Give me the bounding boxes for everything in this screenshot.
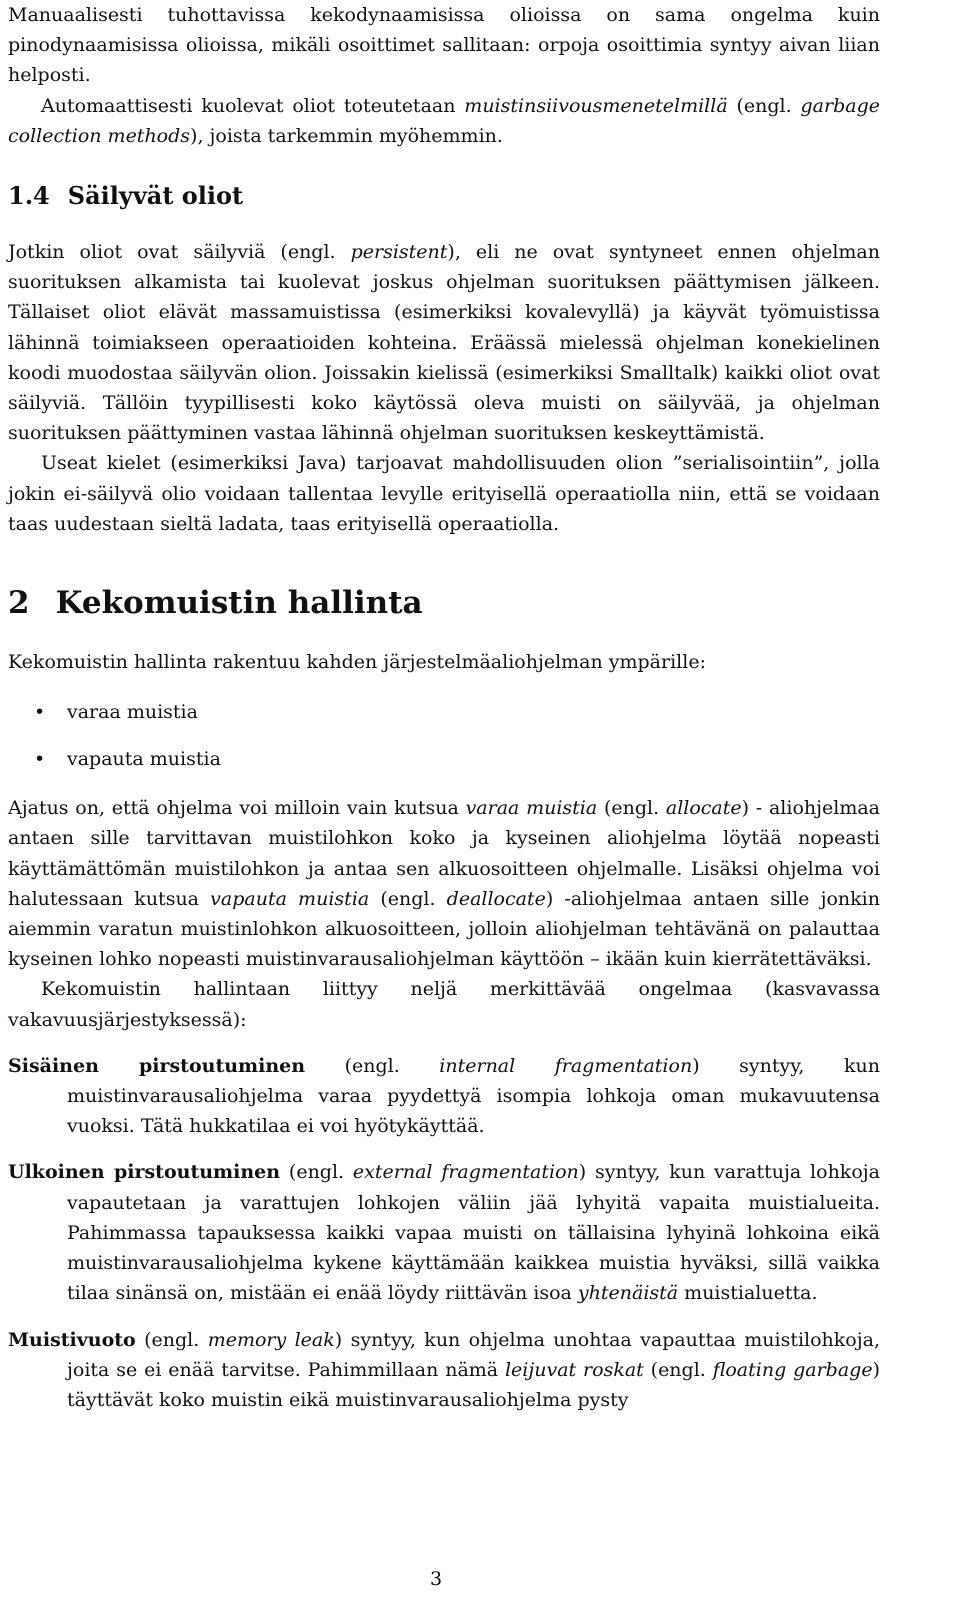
chapter-number: 2 [8,585,30,622]
bullet-list [8,689,880,783]
text-run: (engl. [305,1054,440,1077]
emphasis: muistinsiivousmenetelmillä [464,94,728,117]
text-run: muistialuetta. [678,1282,818,1305]
emphasis: memory leak [207,1328,335,1351]
emphasis: vapauta muistia [210,887,370,910]
list-item-label: vapauta muistia [67,748,221,771]
text-run: (engl. [597,797,666,820]
document-page [8,0,880,1431]
text-run: ) - aliohjelmaa antaen sille tarvittavan muistilohkon koko ja kyseinen aliohjelma löytää nopeasti käyttämättömän muistilohkon ja antaa sen alkuosoitteen ohjelmalle. Lisäksi ohjelma voi halutessaan kutsua [8,797,880,910]
section-title: Säilyvät oliot [67,181,244,211]
emphasis: leijuvat roskat [504,1358,644,1381]
chapter-title: Kekomuistin hallinta [55,585,423,622]
definition-term: Ulkoinen pirstoutuminen [8,1161,281,1184]
section-number: 1.4 [8,181,50,211]
emphasis: varaa muistia [465,797,598,820]
emphasis: floating garbage [712,1358,873,1381]
paragraph [8,237,880,448]
emphasis: persistent [350,241,448,264]
text-run: (engl. [727,94,801,117]
text-run: (engl. [135,1328,208,1351]
list-item-label: varaa muistia [67,701,198,724]
text-run: (engl. [280,1161,353,1184]
emphasis: external fragmentation [352,1161,579,1184]
paragraph: Manuaalisesti tuhottavissa kekodynaamisissa olioissa on sama ongelma kuin pinodynaamisissa olioissa, mikäli osoittimet sallitaan: orpoja osoittimia syntyy aivan liian helposti. [8,4,880,87]
text-run: ) syntyy, kun varattuja lohkoja vapautetaan ja varattujen lohkojen väliin jää lyhyitä vapaita muistialueita. Pahimmassa tapauksessa kaikki vapaa muisti on tällaisina lyhyinä lohkoina eikä muistinvarausaliohjelma kykene käyttämään kaikkea muistia hyväksi, sillä vaikka tilaa sinänsä on, mistään ei enää löydy riittävän isoa [67,1161,880,1305]
definition-term: Sisäinen pirstoutuminen [8,1054,306,1077]
emphasis: deallocate [446,887,546,910]
paragraph: Useat kielet (esimerkiksi Java) tarjoavat mahdollisuuden olion ”serialisointiin”, jolla jokin ei-säilyvä olio voidaan tallentaa levylle erityisellä operaatiolla niin, että se voidaan taas uudestaan sieltä ladata, taas erityisellä operaatiolla. [8,452,880,535]
text-run: ) täyttävät koko muistin eikä muistinvarausaliohjelma pysty [67,1358,880,1411]
list-item [8,736,880,783]
text-run: Jotkin oliot ovat säilyviä (engl. [8,241,351,264]
emphasis: yhtenäistä [577,1282,679,1305]
text-run: ) syntyy, kun muistinvarausaliohjelma varaa pyydettyä isompia lohkoja oman mukavuutensa vuoksi. Tätä hukkatilaa ei voi hyötykäyttää. [67,1054,880,1138]
text-run: ) syntyy, kun ohjelma unohtaa vapauttaa muistilohkoja, joita se ei enää tarvitse. Pahimmillaan nämä [67,1328,880,1381]
bullet-icon: • [34,701,46,724]
definition-item [8,1051,880,1142]
definition-term: Muistivuoto [8,1328,136,1351]
definition-item [8,1325,880,1416]
text-run: ) -aliohjelmaa antaen sille jonkin aiemmin varatun muistinlohkon alkuosoitteen, jolloin aliohjelman tehtävänä on palauttaa kyseinen lohko nopeasti muistinvarausaliohjelman käyttöön – ikään kuin kierrätettäväksi. [8,887,880,971]
text-run: Automaattisesti kuolevat oliot toteutetaan [41,94,465,117]
emphasis: allocate [665,797,742,820]
chapter-heading [8,585,880,621]
definition-item [8,1157,880,1308]
text-run: (engl. [369,887,447,910]
list-item [8,689,880,736]
page-number: 3 [429,1568,443,1590]
text-run: ), joista tarkemmin myöhemmin. [190,124,503,147]
emphasis: garbage collection methods [8,94,880,147]
text-run: ), eli ne ovat syntyneet ennen ohjelman suorituksen alkamista tai kuolevat joskus ohjelman suorituksen päättymisen jälkeen. Tällaiset oliot elävät massamuistissa (esimerkiksi kovalevyllä) ja käyvät työmuistissa lähinnä toimiakseen operaatioiden kohteina. Eräässä mielessä ohjelman konekielinen koodi muodostaa säilyvän olion. Joissakin kielissä (esimerkiksi Smalltalk) kaikki oliot ovat säilyviä. Tällöin tyypillisesti koko käytössä oleva muisti on säilyvää, ja ohjelman suorituksen päättyminen vastaa lähinnä ohjelman suorituksen keskeyttämistä. [8,241,880,445]
definition-list [8,1051,880,1415]
text-run: (engl. [643,1358,713,1381]
emphasis: internal fragmentation [439,1054,693,1077]
bullet-icon: • [34,748,46,771]
section-heading [8,181,880,211]
text-run: Ajatus on, että ohjelma voi milloin vain kutsua [8,797,466,820]
paragraph: Kekomuistin hallintaan liittyy neljä merkittävää ongelmaa (kasvavassa vakavuusjärjestyksessä): [8,978,880,1031]
paragraph [8,793,880,974]
paragraph: Kekomuistin hallinta rakentuu kahden järjestelmäaliohjelman ympärille: [8,651,706,674]
paragraph [8,91,880,151]
